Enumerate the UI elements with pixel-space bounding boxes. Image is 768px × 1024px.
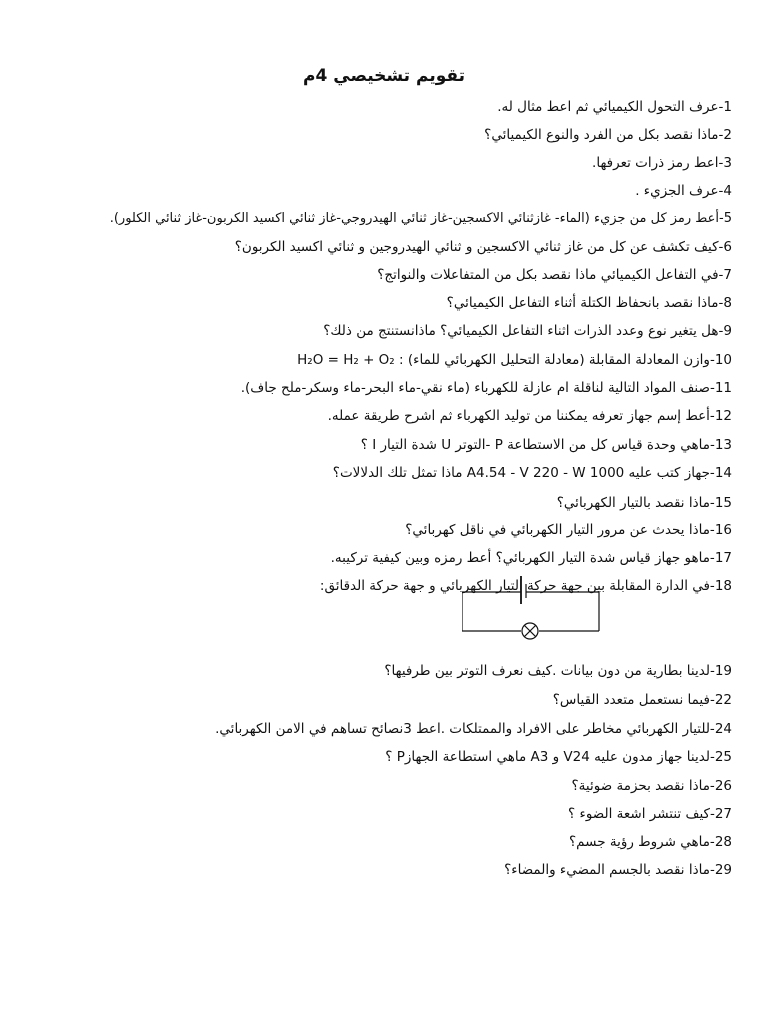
question-22: 22-فيما نستعمل متعدد القياس؟ xyxy=(552,692,732,708)
lamp-icon xyxy=(522,623,538,639)
question-1: 1-عرف التحول الكيميائي ثم اعط مثال له. xyxy=(497,99,732,115)
question-19: 19-لدينا بطارية من دون بيانات .كيف نعرف التوتر بين طرفيها؟ xyxy=(384,663,732,679)
question-15: 15-ماذا نقصد بالتيار الكهربائي؟ xyxy=(556,495,732,511)
page-title: تقويم تشخيصي 4م xyxy=(303,66,465,86)
question-6: 6-كيف تكشف عن كل من غاز ثنائي الاكسجين و ثنائي الهيدروجين و ثنائي اكسيد الكربون؟ xyxy=(234,239,732,255)
question-26: 26-ماذا نقصد بحزمة ضوئية؟ xyxy=(571,778,732,794)
question-18: 18-في الدارة المقابلة بين جهة حركة التيار الكهربائي و جهة حركة الدقائق: xyxy=(319,578,732,594)
question-29: 29-ماذا نقصد بالجسم المضيء والمضاء؟ xyxy=(504,862,732,878)
question-25: 25-لدينا جهاز مدون عليه V24 و A3 ماهي استطاعة الجهازP ؟ xyxy=(385,749,732,765)
question-28: 28-ماهي شروط رؤية جسم؟ xyxy=(569,834,732,850)
question-5: 5-أعط رمز كل من جزيء (الماء- غازثنائي الاكسجين-غاز ثنائي الهيدروجي-غاز ثنائي اكسيد الكربون-غاز ثنائي الكلور). xyxy=(109,211,732,226)
question-14: 14-جهاز كتب عليه A4.54 - V 220 - W 1000 ماذا تمثل تلك الدلالات؟ xyxy=(332,465,732,481)
question-11: 11-صنف المواد التالية لناقلة ام عازلة للكهرباء (ماء نقي-ماء البحر-ماء وسكر-ملح جاف). xyxy=(240,380,732,396)
question-3: 3-اعط رمز ذرات تعرفها. xyxy=(592,155,732,171)
question-24: 24-للتيار الكهربائي مخاطر على الافراد والممتلكات .اعط 3نصائح تساهم في الامن الكهربائي. xyxy=(215,721,732,737)
question-13: 13-ماهي وحدة قياس كل من الاستطاعة P -التوتر U شدة التيار I ؟ xyxy=(360,437,732,453)
battery-icon xyxy=(521,576,526,604)
question-2: 2-ماذا نقصد بكل من الفرد والنوع الكيميائي؟ xyxy=(484,127,732,143)
circuit-diagram xyxy=(462,576,602,642)
question-8: 8-ماذا نقصد بانحفاظ الكتلة أثناء التفاعل الكيميائي؟ xyxy=(446,295,732,311)
question-16: 16-ماذا يحدث عن مرور التيار الكهربائي في ناقل كهربائي؟ xyxy=(405,522,732,538)
question-10: 10-وازن المعادلة المقابلة (معادلة التحليل الكهربائي للماء) : H₂O = H₂ + O₂ xyxy=(297,352,732,368)
question-12: 12-أعط إسم جهاز تعرفه يمكننا من توليد الكهرباء ثم اشرح طريقة عمله. xyxy=(327,408,732,424)
question-9: 9-هل يتغير نوع وعدد الذرات اثناء التفاعل الكيميائي؟ ماذانستنتج من ذلك؟ xyxy=(323,323,732,339)
question-27: 27-كيف تنتشر اشعة الضوء ؟ xyxy=(568,806,732,822)
question-7: 7-في التفاعل الكيميائي ماذا نقصد بكل من المتفاعلات والنواتج؟ xyxy=(377,267,732,283)
question-4: 4-عرف الجزيء . xyxy=(635,183,732,199)
question-17: 17-ماهو جهاز قياس شدة التيار الكهربائي؟ أعط رمزه وبين كيفية تركيبه. xyxy=(330,550,732,566)
